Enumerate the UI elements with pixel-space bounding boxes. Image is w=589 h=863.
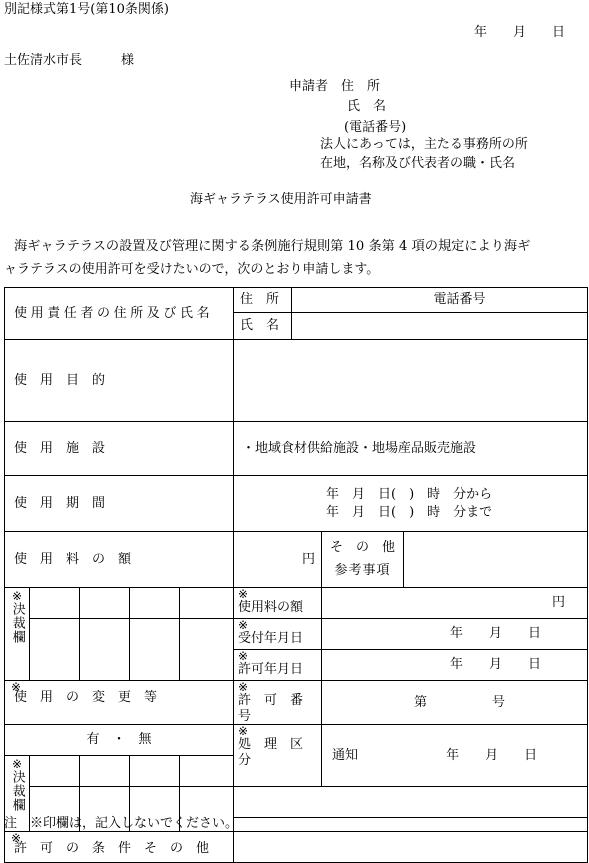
other-label-2: 参考事項 <box>334 562 391 578</box>
addressee: 土佐清水市長 様 <box>4 53 135 68</box>
period-value-cell[interactable] <box>234 476 588 532</box>
applicant-note-1: 法人にあっては，主たる事務所の所 <box>320 137 528 152</box>
responsible-label-cell <box>5 288 234 340</box>
mark-permit-no: ※ <box>238 680 249 694</box>
applicant-phone-label: (電話番号) <box>344 120 407 135</box>
mark-decision-2: ※ <box>11 757 23 772</box>
stamp-cell-3c <box>130 756 180 787</box>
purpose-input-cell[interactable] <box>234 340 588 422</box>
facility-label-cell <box>5 422 234 476</box>
period-to: 年 月 日( ) 時 分まで <box>326 504 493 520</box>
fee-amount-label-cell <box>234 588 322 619</box>
applicant-name-label: 氏 名 <box>347 99 387 114</box>
permit-date: 年 月 日 <box>450 657 542 673</box>
facility-value: ・地域食材供給施設・地場産品販売施設 <box>242 440 477 456</box>
process-extra-cell-2 <box>234 818 588 832</box>
header-date: 年 月 日 <box>474 25 566 40</box>
application-table <box>4 287 588 863</box>
fee-label <box>5 552 233 568</box>
conditions-label-cell <box>5 832 234 863</box>
received-label: 受付年月日 <box>238 631 304 646</box>
mark-decision-1: ※ <box>11 589 23 603</box>
decision-label-1: 決裁欄 <box>9 602 25 644</box>
mark-change: ※ <box>11 680 22 694</box>
purpose-label-text: 使 用 目 的 <box>14 372 106 388</box>
purpose-label <box>5 373 233 389</box>
period-label-cell <box>5 476 234 532</box>
conditions-label-text: 許 可 の 条 件 そ の 他 <box>14 841 210 857</box>
process-value-cell <box>322 725 588 787</box>
change-label <box>5 690 233 706</box>
fee-unit: 円 <box>302 551 316 567</box>
notice-date: 年 月 日 <box>446 747 538 763</box>
fee-amount-value-cell <box>322 588 588 619</box>
stamp-cell-3a <box>30 756 80 787</box>
applicant-note-2: 在地，名称及び代表者の職・氏名 <box>320 156 516 171</box>
process-label: 処 理 区 分 <box>238 737 317 768</box>
footnote: 注 ※印欄は，記入しないでください。 <box>4 816 239 831</box>
permit-no-value-cell <box>322 681 588 725</box>
responsible-label <box>5 306 233 322</box>
received-label-cell <box>234 619 322 650</box>
change-label-text: 使 用 の 変 更 等 <box>14 690 158 705</box>
other-input-cell[interactable] <box>404 532 588 588</box>
fee-amount-label: 使用料の額 <box>238 600 304 615</box>
process-label-cell <box>234 725 322 787</box>
fee-amount-cell[interactable] <box>234 532 322 588</box>
fee-label-text: 使 用 料 の 額 <box>14 551 132 567</box>
conditions-value-cell <box>234 832 588 863</box>
name-input-cell[interactable] <box>292 313 588 340</box>
phone-label: 電話番号 <box>433 292 486 308</box>
mark-conditions: ※ <box>11 831 22 846</box>
stamp-cell-2b <box>80 619 130 681</box>
period-label <box>5 496 233 512</box>
permit-date-label-cell <box>234 650 322 681</box>
name-label-cell <box>234 313 292 340</box>
address-label-cell <box>234 288 292 313</box>
applicant-address-label: 申請者 住 所 <box>289 79 381 94</box>
process-extra-cell <box>234 787 588 818</box>
stamp-cell-3d <box>180 756 234 787</box>
received-date: 年 月 日 <box>450 626 542 642</box>
intro-line-1: 海ギャラテラスの設置及び管理に関する条例施行規則第 10 条第 4 項の規定により海ギ <box>14 239 531 254</box>
facility-label <box>5 441 233 457</box>
stamp-cell-2a <box>30 619 80 681</box>
intro-line-2: ャラテラスの使用許可を受けたいので，次のとおり申請します。 <box>4 262 380 277</box>
purpose-label-cell <box>5 340 234 422</box>
mark-received: ※ <box>238 618 249 632</box>
yesno-value: 有 ・ 無 <box>86 732 152 748</box>
form-id: 別記様式第1号(第10条関係) <box>4 2 169 17</box>
permit-date-label: 許可年月日 <box>238 662 304 677</box>
stamp-cell-1a <box>30 588 80 619</box>
stamp-cell-1b <box>80 588 130 619</box>
mark-process: ※ <box>238 724 249 739</box>
name-label: 氏 名 <box>240 318 280 334</box>
permit-date-value-cell <box>322 650 588 681</box>
address-label: 住 所 <box>240 292 280 308</box>
other-label-1: そ の 他 <box>330 540 396 556</box>
mark-permit-date: ※ <box>238 649 249 663</box>
yen-label: 円 <box>552 595 566 611</box>
stamp-cell-3b <box>80 756 130 787</box>
other-label-cell <box>322 532 404 588</box>
received-value-cell <box>322 619 588 650</box>
stamp-cell-2d <box>180 619 234 681</box>
fee-label-cell <box>5 532 234 588</box>
conditions-label <box>5 841 233 857</box>
permit-no-label: 許 可 番 号 <box>238 693 317 724</box>
address-input-cell[interactable] <box>292 288 588 313</box>
form-title: 海ギャラテラス使用許可申請書 <box>190 192 372 207</box>
facility-label-text: 使 用 施 設 <box>14 440 106 456</box>
yesno-cell <box>5 725 234 756</box>
facility-value-cell[interactable] <box>234 422 588 476</box>
change-cell <box>5 681 234 725</box>
period-label-text: 使 用 期 間 <box>14 495 106 511</box>
mark-fee-amount: ※ <box>238 587 249 601</box>
responsible-label-text: 使用責任者の住所及び氏名 <box>14 305 214 321</box>
notice-label: 通知 <box>332 747 359 763</box>
permit-no-value: 第 号 <box>414 694 506 710</box>
decision-label-cell-1 <box>5 588 30 681</box>
stamp-cell-2c <box>130 619 180 681</box>
stamp-cell-1d <box>180 588 234 619</box>
stamp-cell-1c <box>130 588 180 619</box>
decision-label-2: 決裁欄 <box>9 770 25 813</box>
period-from: 年 月 日( ) 時 分から <box>326 486 493 502</box>
permit-no-label-cell <box>234 681 322 725</box>
